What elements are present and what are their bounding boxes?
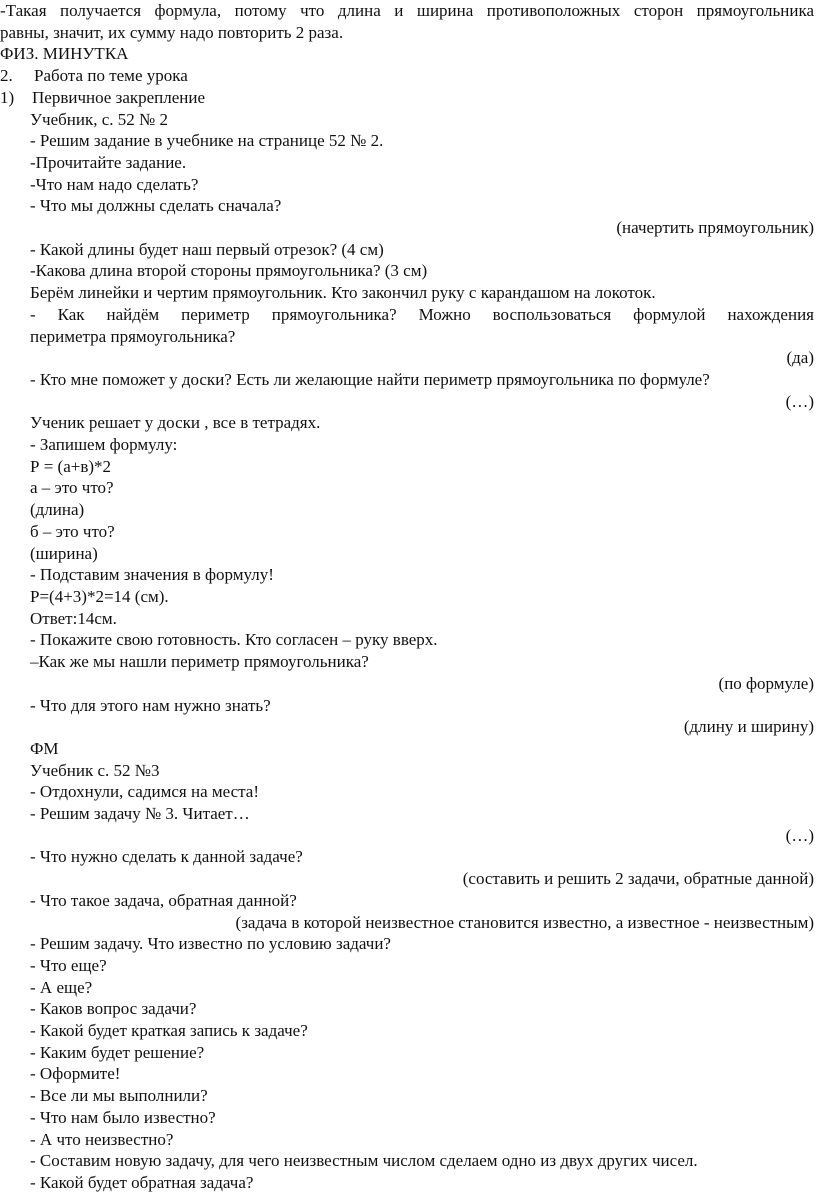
text-line: - Отдохнули, садимся на места! bbox=[30, 782, 259, 802]
text-line: Учебник, с. 52 № 2 bbox=[30, 109, 169, 129]
text-line: - Составим новую задачу, для чего неизвестным числом сделаем одно из двух других чисел. bbox=[30, 1151, 698, 1171]
text-line: - Какой длины будет наш первый отрезок? (4 см) bbox=[30, 239, 384, 259]
text-line: - Подставим значения в формулу! bbox=[30, 565, 274, 585]
answer-line: (длину и ширину) bbox=[683, 717, 814, 737]
text-line: - Что мы должны сделать сначала? bbox=[30, 196, 282, 216]
text-line: - Каким будет решение? bbox=[30, 1042, 205, 1062]
text-line: - Решим задачу. Что известно по условию задачи? bbox=[30, 934, 391, 954]
text-line: - Какой будет краткая запись к задаче? bbox=[30, 1021, 308, 1041]
section-1-heading bbox=[0, 87, 814, 109]
intro-line-1: -Такая получается формула, потому что длина и ширина противоположных сторон прямоугольника bbox=[0, 1, 814, 20]
text-line: ФМ bbox=[30, 738, 59, 758]
text-line: (длина) bbox=[30, 500, 85, 520]
text-line: - Какой будет обратная задача? bbox=[30, 1172, 254, 1192]
text-line: - Покажите свою готовность. Кто согласен – руку вверх. bbox=[30, 630, 438, 650]
formula-line: Р = (а+в)*2 bbox=[30, 456, 112, 476]
text-line: -Какова длина второй стороны прямоугольника? (3 см) bbox=[30, 261, 428, 281]
text-line: - Решим задачу № 3. Читает… bbox=[30, 804, 250, 824]
text-line: -Прочитайте задание. bbox=[30, 152, 187, 172]
text-line: Берём линейки и чертим прямоугольник. Кто закончил руку с карандашом на локоток. bbox=[30, 283, 656, 303]
section-1-title: Первичное закрепление bbox=[32, 87, 206, 107]
text-line: –Как же мы нашли периметр прямоугольника? bbox=[30, 652, 369, 672]
text-line: а – это что? bbox=[30, 478, 114, 498]
formula-line: Р=(4+3)*2=14 (см). bbox=[30, 586, 169, 606]
text-line: - Что такое задача, обратная данной? bbox=[30, 890, 297, 910]
text-line: Ученик решает у доски , все в тетрадях. bbox=[30, 413, 321, 433]
text-line: - Каков вопрос задачи? bbox=[30, 999, 197, 1019]
section-2-heading bbox=[0, 65, 814, 87]
text-line: периметра прямоугольника? bbox=[30, 326, 236, 346]
text-line: - Как найдём периметр прямоугольника? Можно воспользоваться формулой нахождения bbox=[30, 304, 814, 324]
text-line: - Что еще? bbox=[30, 955, 107, 975]
section-1-number: 1) bbox=[0, 87, 15, 107]
text-line: б – это что? bbox=[30, 521, 115, 541]
text-line: Учебник с. 52 №3 bbox=[30, 760, 160, 780]
text-line: Ответ:14см. bbox=[30, 608, 117, 628]
text-line: - Кто мне поможет у доски? Есть ли желающие найти периметр прямоугольника по формуле? bbox=[30, 369, 710, 389]
answer-line: (…) bbox=[785, 825, 814, 845]
text-line: - Что для этого нам нужно знать? bbox=[30, 695, 271, 715]
fiz-minutka-heading: ФИЗ. МИНУТКА bbox=[0, 44, 129, 64]
intro-line-2: равны, значит, их сумму надо повторить 2 раза. bbox=[0, 22, 344, 42]
answer-line: (задача в которой неизвестное становится известно, а известное - неизвестным) bbox=[235, 912, 814, 932]
text-line: - А что неизвестно? bbox=[30, 1129, 174, 1149]
answer-line: (…) bbox=[785, 391, 814, 411]
section-2-title: Работа по теме урока bbox=[34, 66, 188, 86]
text-line: - Решим задание в учебнике на странице 52 № 2. bbox=[30, 131, 384, 151]
text-line: (ширина) bbox=[30, 543, 98, 563]
answer-line: (по формуле) bbox=[718, 673, 814, 693]
text-line: - Оформите! bbox=[30, 1064, 121, 1084]
text-line: - А еще? bbox=[30, 977, 93, 997]
answer-line: (составить и решить 2 задачи, обратные данной) bbox=[462, 869, 814, 889]
perimeter-question-block bbox=[0, 304, 814, 347]
section-2-number: 2. bbox=[0, 66, 13, 86]
answer-line: (начертить прямоугольник) bbox=[616, 218, 814, 238]
text-line: - Что нужно сделать к данной задаче? bbox=[30, 847, 303, 867]
text-line: -Что нам надо сделать? bbox=[30, 174, 199, 194]
text-line: - Что нам было известно? bbox=[30, 1107, 216, 1127]
text-line: - Все ли мы выполнили? bbox=[30, 1086, 208, 1106]
answer-line: (да) bbox=[786, 348, 814, 368]
text-line: - Запишем формулу: bbox=[30, 435, 178, 455]
